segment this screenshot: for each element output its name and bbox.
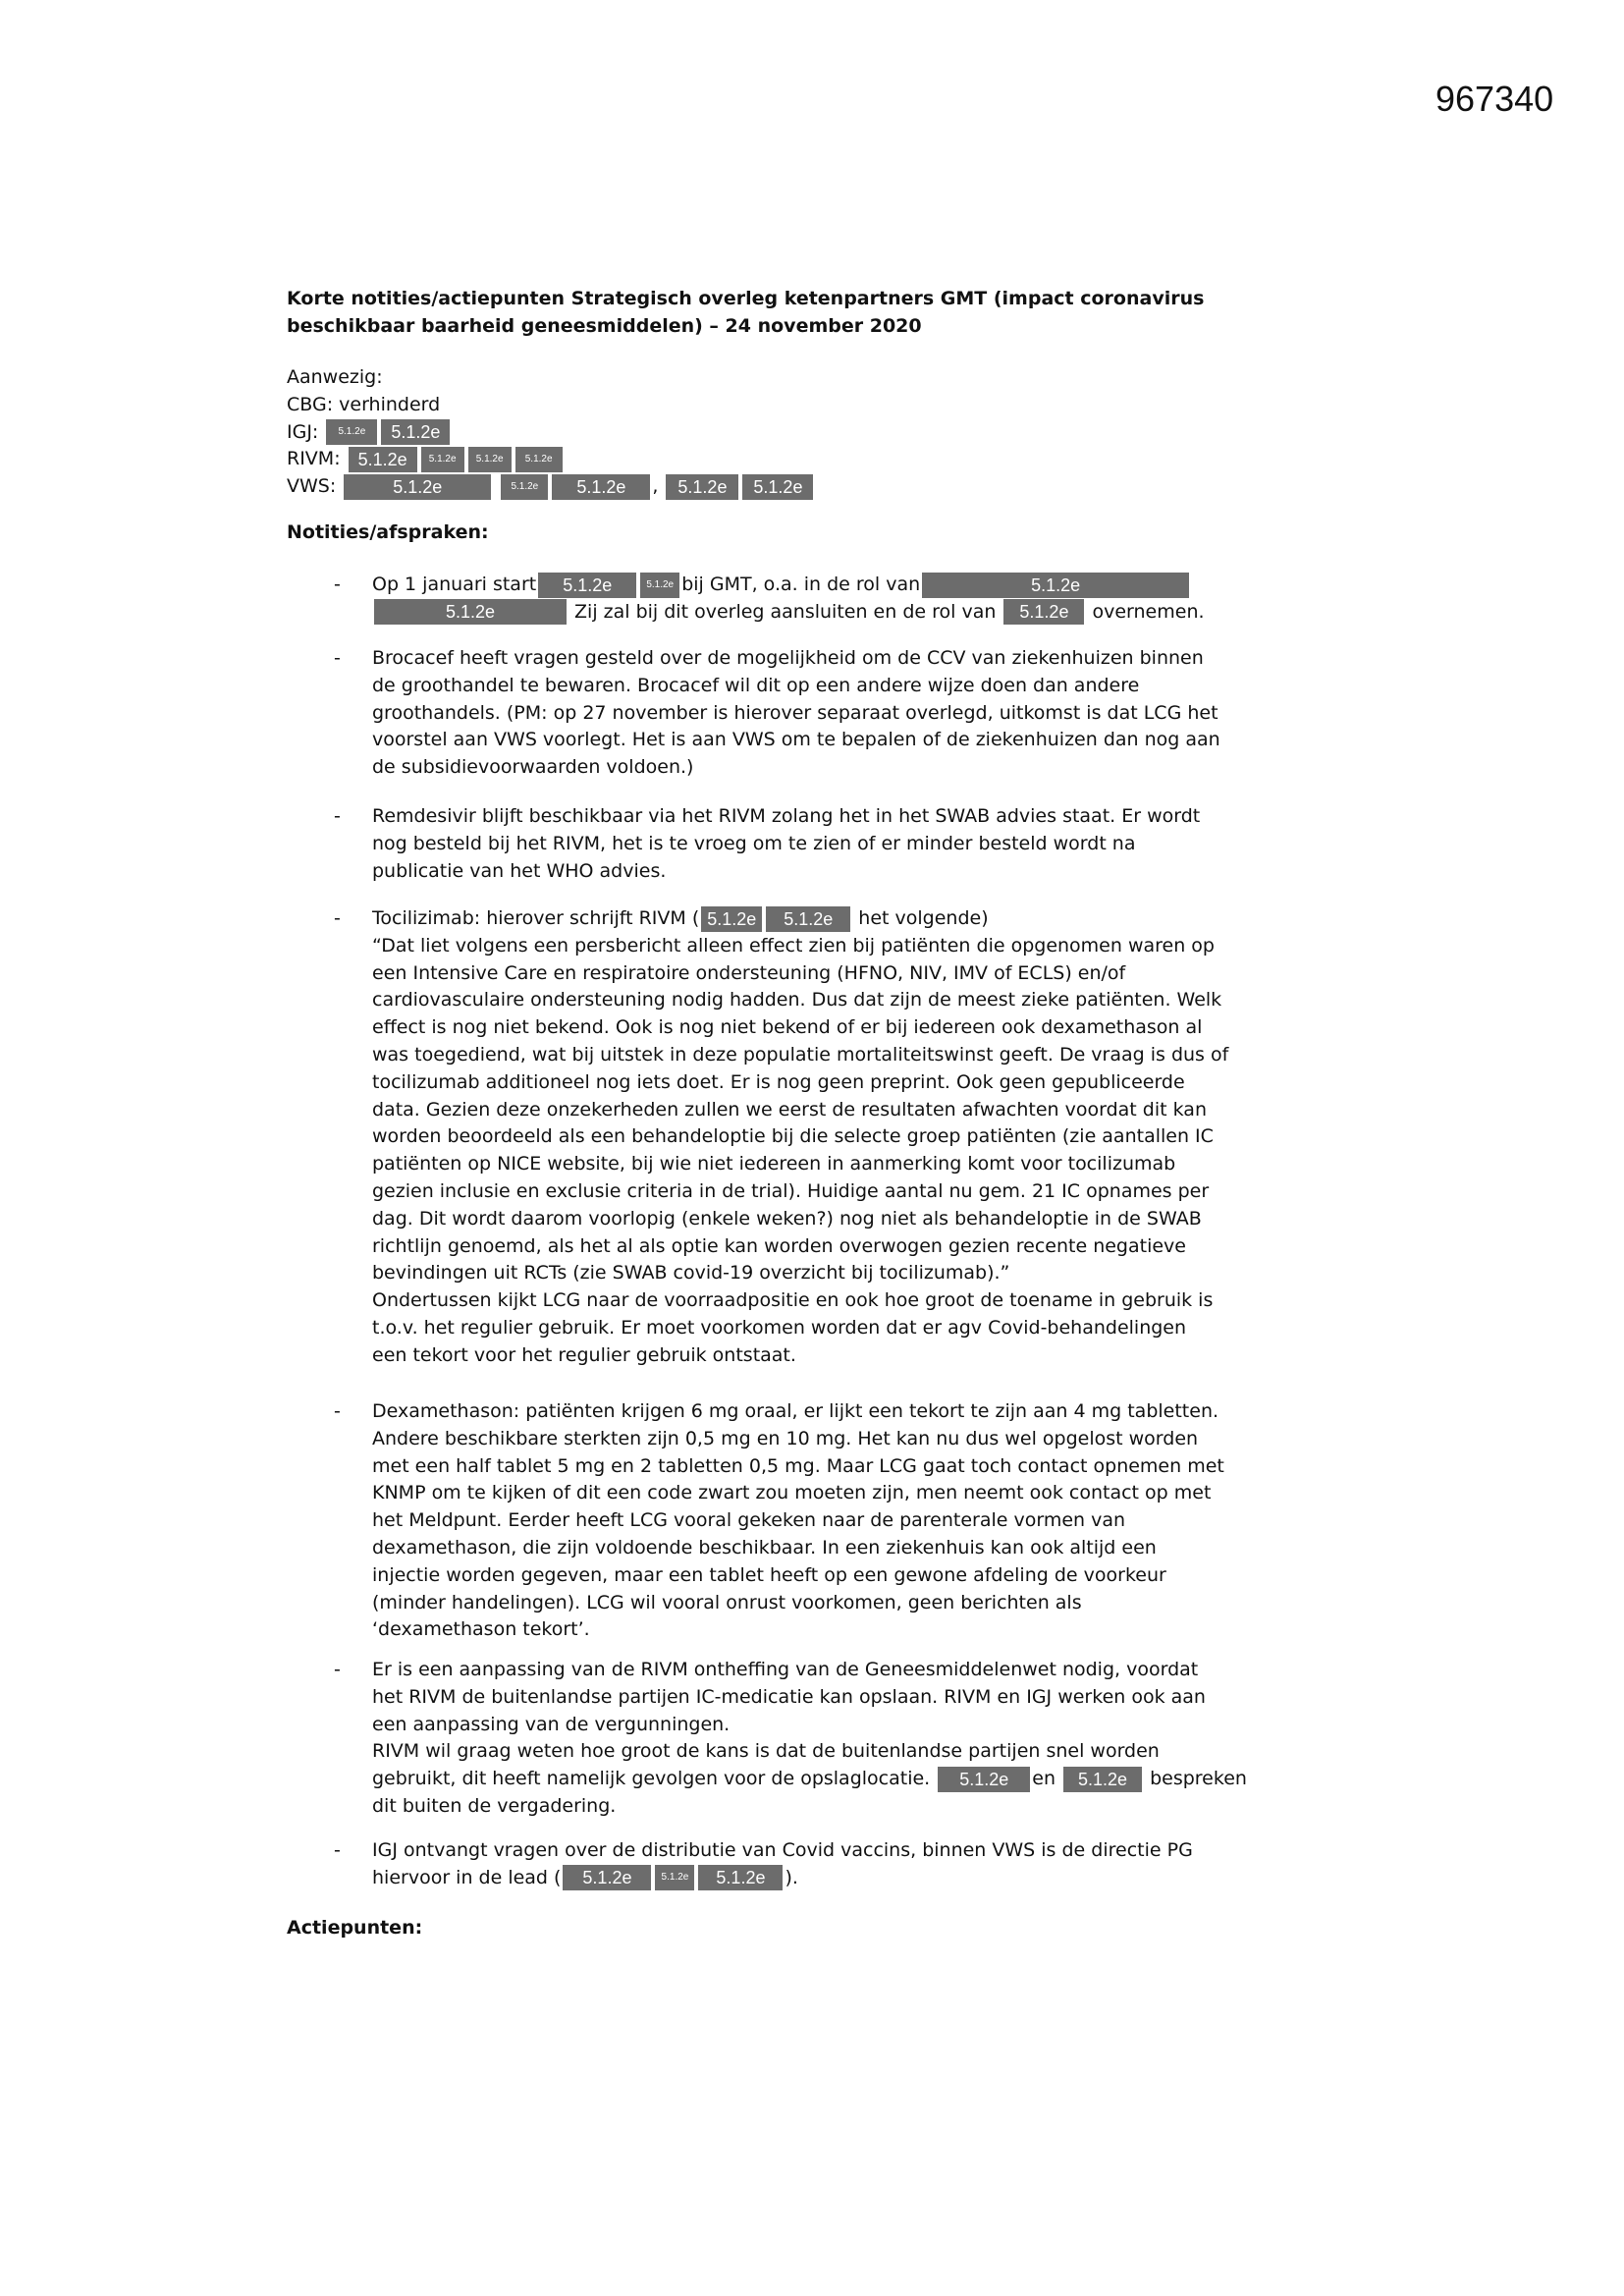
actions-heading: Actiepunten: — [287, 1917, 423, 1939]
note-item — [372, 1398, 1224, 1644]
notes-heading: Notities/afspraken: — [287, 521, 489, 543]
redaction-box: 5.1.2e — [1003, 599, 1084, 625]
redaction-box: 5.1.2e — [1063, 1767, 1142, 1792]
text-line — [372, 1793, 1247, 1821]
redaction-box: 5.1.2e — [552, 474, 650, 500]
text-segment: gezien inclusie en exclusie criteria in de trial). Huidige aantal nu gem. 21 IC opnames per — [372, 1179, 1210, 1202]
text-segment: dag. Dit wordt daarom voorlopig (enkele weken?) nog niet als behandeloptie in de SWAB — [372, 1207, 1202, 1230]
text-segment: de groothandel te bewaren. Brocacef wil dit op een andere wijze doen dan andere — [372, 674, 1140, 696]
redaction-box: 5.1.2e — [421, 447, 464, 472]
redaction-box: 5.1.2e — [374, 599, 567, 625]
redaction-box: 5.1.2e — [468, 447, 512, 472]
text-line — [372, 1042, 1228, 1069]
title-line: Korte notities/actiepunten Strategisch overleg ketenpartners GMT (impact coronavirus — [287, 288, 1205, 309]
text-segment: het Meldpunt. Eerder heeft LCG vooral gekeken naar de parenterale vormen van — [372, 1509, 1126, 1532]
text-line — [372, 1657, 1247, 1684]
text-line — [372, 700, 1220, 728]
redaction-box: 5.1.2e — [766, 906, 850, 932]
text-segment — [493, 475, 499, 497]
note-item — [372, 905, 1228, 1370]
bullet-dash: - — [334, 907, 341, 929]
text-line — [372, 1712, 1247, 1739]
text-line — [372, 1684, 1247, 1712]
text-segment: “Dat liet volgens een persbericht alleen effect zien bij patiënten die opgenomen waren op — [372, 934, 1215, 957]
text-line — [372, 1014, 1228, 1042]
text-line — [372, 1097, 1228, 1124]
text-line — [372, 754, 1220, 782]
text-line — [372, 831, 1200, 858]
bullet-dash: - — [334, 574, 341, 595]
text-segment: dit buiten de vergadering. — [372, 1794, 617, 1817]
text-line — [372, 1865, 1193, 1892]
text-line — [372, 1151, 1228, 1178]
bullet-dash: - — [334, 1839, 341, 1861]
text-segment: richtlijn genoemd, als het al als optie kan worden overwogen gezien recente negatieve — [372, 1234, 1186, 1257]
text-segment: Er is een aanpassing van de RIVM ontheffing van de Geneesmiddelenwet nodig, voordat — [372, 1659, 1199, 1680]
text-segment: voorstel aan VWS voorlegt. Het is aan VWS om te bepalen of de ziekenhuizen dan nog aan — [372, 729, 1220, 751]
text-segment: IGJ: — [287, 420, 325, 443]
text-segment: Remdesivir blijft beschikbaar via het RIVM zolang het in het SWAB advies staat. Er wordt — [372, 805, 1201, 827]
text-segment: een aanpassing van de vergunningen. — [372, 1713, 731, 1735]
text-line — [372, 905, 1228, 933]
text-line — [372, 1069, 1228, 1097]
text-segment: bij GMT, o.a. in de rol van — [681, 574, 921, 595]
text-line — [372, 1233, 1228, 1261]
text-segment: VWS: — [287, 475, 343, 498]
text-line — [372, 803, 1200, 831]
text-line — [372, 1535, 1224, 1562]
text-segment: RIVM: — [287, 448, 347, 470]
text-segment: het volgende) — [852, 907, 989, 929]
text-segment: bespreken — [1144, 1768, 1247, 1790]
text-line — [372, 1260, 1228, 1287]
redaction-box: 5.1.2e — [698, 1865, 783, 1890]
note-item — [372, 572, 1205, 627]
text-line — [287, 392, 815, 419]
text-segment: RIVM wil graag weten hoe groot de kans is dat de buitenlandse partijen snel worden — [372, 1740, 1160, 1763]
text-segment: het RIVM de buitenlandse partijen IC-medicatie kan opslaan. RIVM en IGJ werken ook aan — [372, 1685, 1206, 1708]
redaction-box: 5.1.2e — [349, 447, 417, 472]
text-segment: , — [652, 475, 665, 498]
redaction-box: 5.1.2e — [538, 573, 636, 598]
text-line — [372, 1738, 1247, 1766]
text-segment: een tekort voor het regulier gebruik ontstaat. — [372, 1343, 796, 1366]
redaction-box: 5.1.2e — [501, 474, 548, 500]
text-line — [372, 1426, 1224, 1453]
redaction-box: 5.1.2e — [938, 1767, 1030, 1792]
text-segment: IGJ ontvangt vragen over de distributie van Covid vaccins, binnen VWS is de directie PG — [372, 1839, 1193, 1861]
text-segment: Aanwezig: — [287, 366, 383, 388]
text-line — [372, 960, 1228, 988]
text-line — [372, 1178, 1228, 1206]
text-segment: publicatie van het WHO advies. — [372, 859, 667, 882]
text-line — [287, 473, 815, 501]
text-line — [372, 1590, 1224, 1617]
text-line — [372, 1507, 1224, 1535]
text-segment: cardiovasculaire ondersteuning nodig hadden. Dus dat zijn de meest zieke patiënten. Welk — [372, 989, 1222, 1011]
note-item — [372, 645, 1220, 782]
text-line — [372, 987, 1228, 1014]
text-segment: t.o.v. het regulier gebruik. Er moet voorkomen worden dat er agv Covid-behandelingen — [372, 1316, 1187, 1339]
text-segment: Op 1 januari start — [372, 574, 537, 595]
text-segment: met een half tablet 5 mg en 2 tabletten 0,5 mg. Maar LCG gaat toch contact opnemen met — [372, 1454, 1224, 1477]
bullet-dash: - — [334, 1400, 341, 1422]
text-segment: was toegediend, wat bij uitstek in deze populatie mortaliteitswinst geeft. De vraag is dus of — [372, 1043, 1229, 1066]
text-line — [287, 446, 815, 473]
redaction-box: 5.1.2e — [742, 474, 813, 500]
text-line — [372, 1453, 1224, 1481]
text-segment: dexamethason, die zijn voldoende beschikbaar. In een ziekenhuis kan ook altijd een — [372, 1536, 1157, 1558]
text-segment: Dexamethason: patiënten krijgen 6 mg oraal, er lijkt een tekort te zijn aan 4 mg tabletten. — [372, 1400, 1219, 1422]
document-title — [287, 286, 1204, 341]
attendance-list — [287, 364, 815, 501]
note-item — [372, 1837, 1193, 1892]
redaction-box: 5.1.2e — [326, 419, 377, 445]
text-line — [372, 1287, 1228, 1315]
text-line — [372, 727, 1220, 754]
text-segment: nog besteld bij het RIVM, het is te vroeg om te zien of er minder besteld wordt na — [372, 832, 1136, 854]
text-segment: hiervoor in de lead ( — [372, 1866, 562, 1888]
text-line — [372, 1315, 1228, 1342]
text-segment: en — [1032, 1768, 1062, 1790]
text-line — [287, 419, 815, 447]
text-line — [372, 1562, 1224, 1590]
text-segment: tocilizumab additioneel nog iets doet. Er is nog geen preprint. Ook geen gepubliceerde — [372, 1070, 1185, 1093]
text-line — [372, 858, 1200, 886]
text-line — [372, 933, 1228, 960]
text-segment: groothandels. (PM: op 27 november is hierover separaat overlegd, uitkomst is dat LCG het — [372, 701, 1218, 724]
text-line — [372, 1837, 1193, 1865]
bullet-dash: - — [334, 805, 341, 827]
text-segment: Brocacef heeft vragen gesteld over de mogelijkheid om de CCV van ziekenhuizen binnen — [372, 647, 1204, 669]
text-line — [372, 1123, 1228, 1151]
text-line — [372, 1766, 1247, 1793]
redaction-box: 5.1.2e — [655, 1865, 694, 1890]
text-segment: Tocilizimab: hierover schrijft RIVM ( — [372, 907, 700, 929]
text-line — [372, 572, 1205, 599]
redaction-box: 5.1.2e — [344, 474, 491, 500]
text-segment: een Intensive Care en respiratoire ondersteuning (HFNO, NIV, IMV of ECLS) en/of — [372, 961, 1126, 984]
text-line — [372, 1616, 1224, 1644]
text-segment: (minder handelingen). LCG wil vooral onrust voorkomen, geen berichten als — [372, 1591, 1082, 1613]
text-segment: overnemen. — [1086, 600, 1205, 623]
redaction-box: 5.1.2e — [381, 419, 450, 445]
text-segment: worden beoordeeld als een behandeloptie bij die selecte groep patiënten (zie aantallen IC — [372, 1125, 1214, 1148]
text-segment: effect is nog niet bekend. Ook is nog niet bekend of er bij iedereen ook dexamethason al — [372, 1016, 1203, 1039]
text-segment: ‘dexamethason tekort’. — [372, 1618, 590, 1641]
text-segment: injectie worden gegeven, maar een tablet heeft op een gewone afdeling de voorkeur — [372, 1563, 1166, 1586]
bullet-dash: - — [334, 1659, 341, 1680]
text-line — [372, 1342, 1228, 1370]
title-line: beschikbaar baarheid geneesmiddelen) – 24 november 2020 — [287, 314, 922, 337]
redaction-box: 5.1.2e — [666, 474, 738, 500]
text-segment: Andere beschikbare sterkten zijn 0,5 mg en 10 mg. Het kan nu dus wel opgelost worden — [372, 1427, 1199, 1449]
redaction-box: 5.1.2e — [922, 573, 1189, 598]
text-segment: gebruikt, dit heeft namelijk gevolgen voor de opslaglocatie. — [372, 1768, 937, 1790]
text-segment: patiënten op NICE website, bij wie niet iedereen in aanmerking komt voor tocilizumab — [372, 1153, 1176, 1175]
text-segment: Zij zal bij dit overleg aansluiten en de rol van — [568, 600, 1002, 623]
document-number: 967340 — [1435, 79, 1554, 119]
redaction-box: 5.1.2e — [563, 1865, 651, 1890]
text-line — [372, 599, 1205, 627]
text-segment: bevindingen uit RCTs (zie SWAB covid-19 overzicht bij tocilizumab).” — [372, 1262, 1010, 1285]
text-segment: Ondertussen kijkt LCG naar de voorraadpositie en ook hoe groot de toename in gebruik is — [372, 1289, 1214, 1312]
text-line — [372, 1398, 1224, 1426]
text-line — [372, 645, 1220, 673]
bullet-dash: - — [334, 647, 341, 669]
text-segment: data. Gezien deze onzekerheden zullen we eerst de resultaten afwachten voordat dit kan — [372, 1098, 1207, 1121]
text-segment: CBG: verhinderd — [287, 393, 441, 415]
redaction-box: 5.1.2e — [640, 573, 679, 598]
note-item — [372, 1657, 1247, 1821]
text-line — [372, 1480, 1224, 1507]
text-segment: de subsidievoorwaarden voldoen.) — [372, 756, 694, 779]
text-line — [372, 1206, 1228, 1233]
text-line — [287, 364, 815, 392]
note-item — [372, 803, 1200, 885]
redaction-box: 5.1.2e — [515, 447, 563, 472]
text-line — [372, 673, 1220, 700]
text-segment: KNMP om te kijken of dit een code zwart zou moeten zijn, men neemt ook contact op met — [372, 1482, 1212, 1504]
text-segment: ). — [785, 1866, 798, 1888]
redaction-box: 5.1.2e — [701, 906, 762, 932]
